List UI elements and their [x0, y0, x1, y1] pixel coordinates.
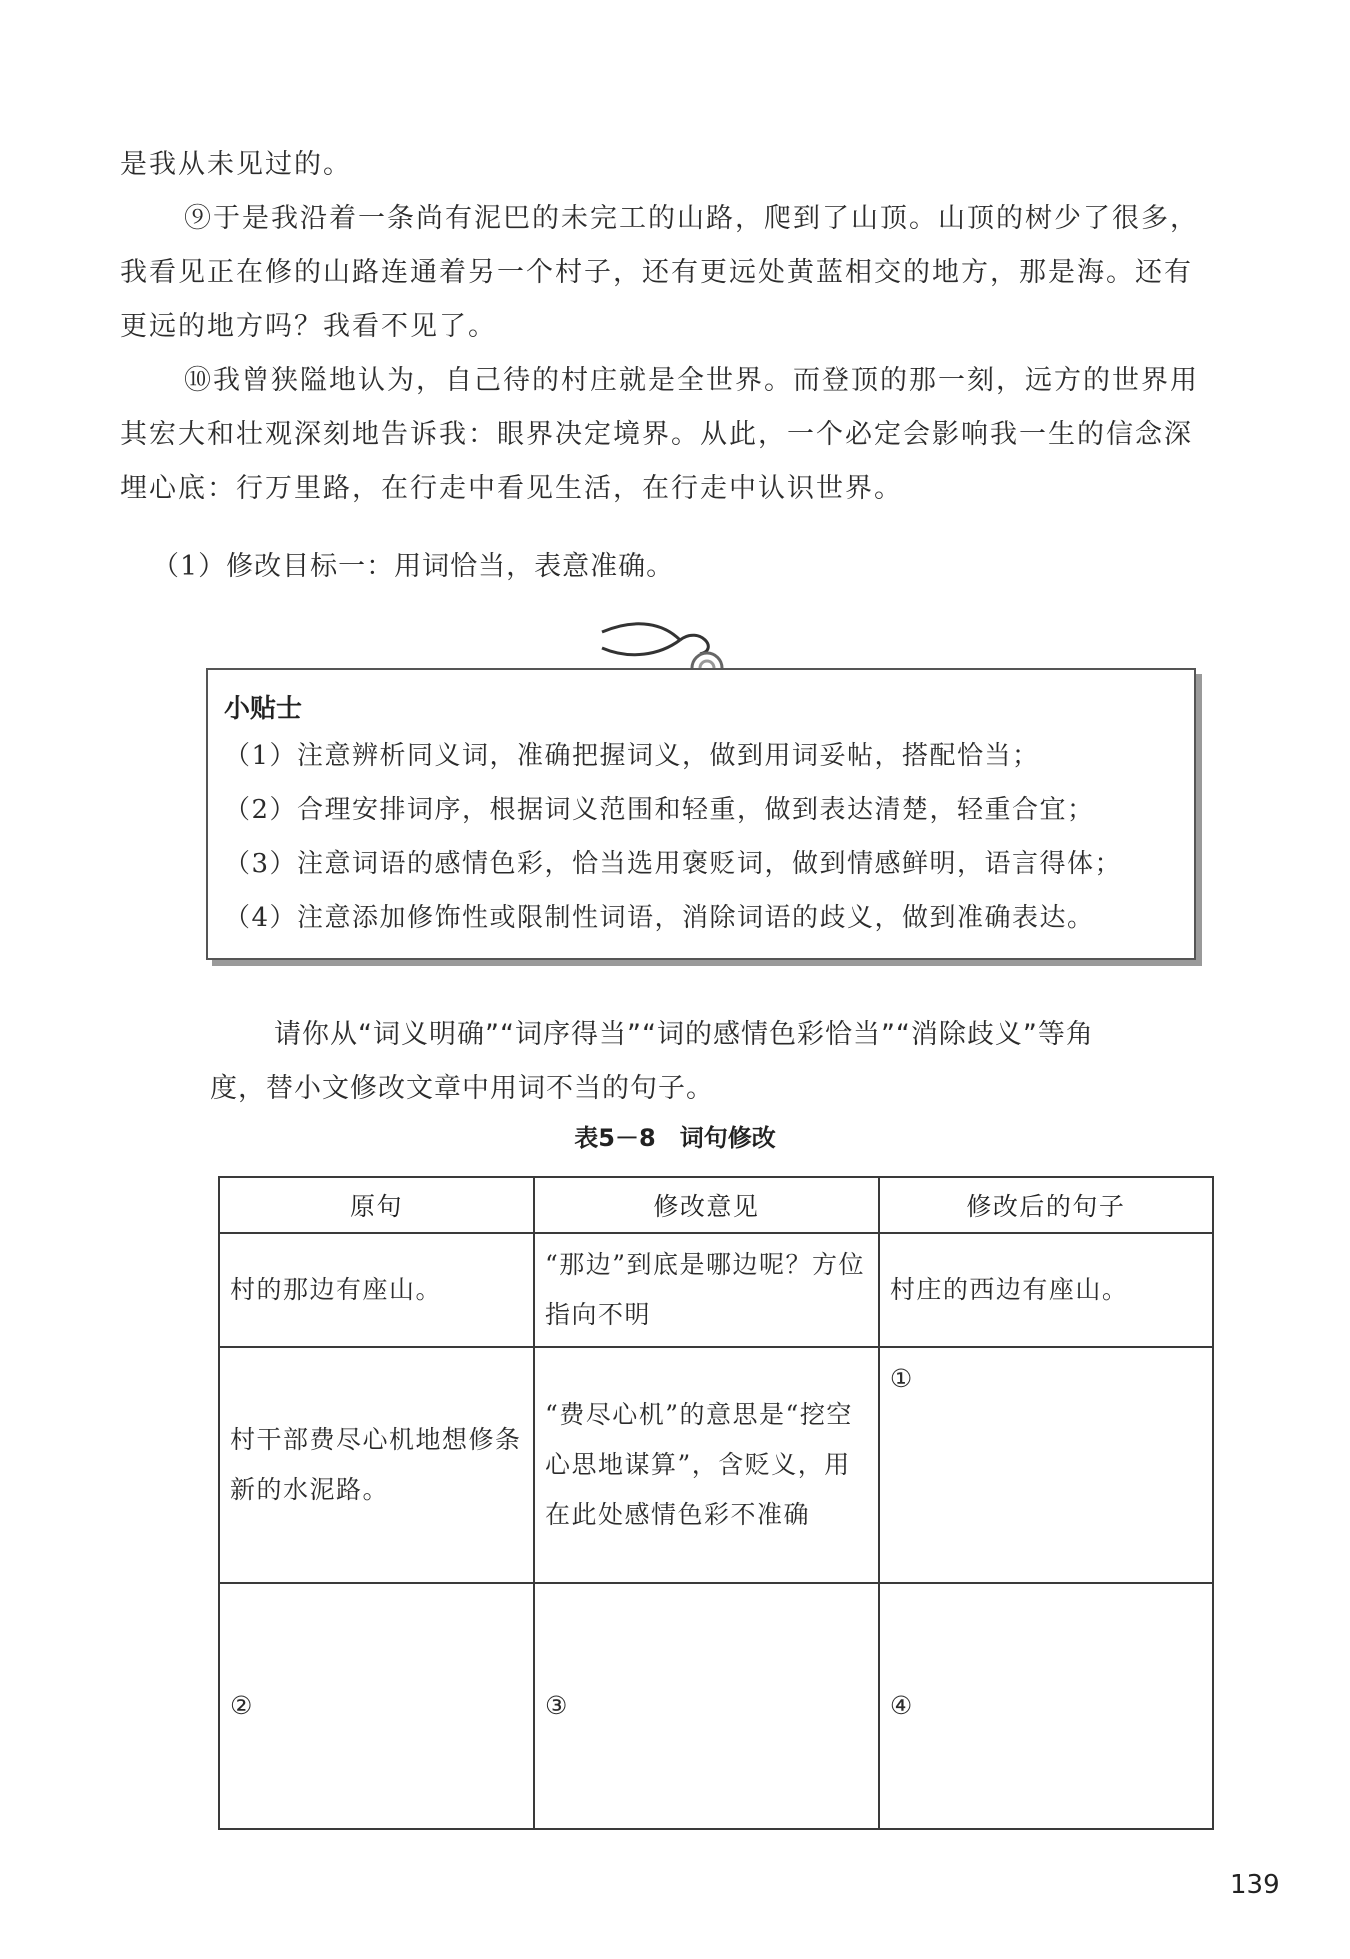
header-original: 原句 [219, 1177, 534, 1233]
answer-blank-4[interactable]: ④ [879, 1583, 1213, 1829]
header-revised: 修改后的句子 [879, 1177, 1213, 1233]
cell-suggestion: “费尽心机”的意思是“挖空心思地谋算”，含贬义，用在此处感情色彩不准确 [534, 1347, 879, 1583]
answer-blank-1[interactable]: ① [879, 1347, 1213, 1583]
paragraph-10: ⑩我曾狭隘地认为，自己待的村庄就是全世界。而登顶的那一刻，远方的世界用其宏大和壮观深刻地告诉我：眼界决定境界。从此，一个必定会影响我一生的信念深埋心底：行万里路，在行走中看见生活，在行走中认识世界。 [120, 365, 1199, 504]
revision-table [218, 1176, 1214, 1830]
instruction-line-2: 度，替小文修改文章中用词不当的句子。 [210, 1073, 714, 1104]
answer-blank-2[interactable]: ② [219, 1583, 534, 1829]
page-number: 139 [1230, 1870, 1280, 1900]
cell-original: 村的那边有座山。 [219, 1233, 534, 1347]
instruction [210, 1008, 1220, 1116]
table-row [219, 1583, 1213, 1829]
tips-box [206, 668, 1196, 960]
tips-item-4: （4）注意添加修饰性或限制性词语，消除词语的歧义，做到准确表达。 [224, 903, 1095, 933]
table-caption: 表5－8 词句修改 [574, 1124, 776, 1152]
paragraph-9: ⑨于是我沿着一条尚有泥巴的未完工的山路，爬到了山顶。山顶的树少了很多，我看见正在修的山路连通着另一个村子，还有更远处黄蓝相交的地方，那是海。还有更远的地方吗？我看不见了。 [120, 203, 1199, 342]
cell-suggestion: “那边”到底是哪边呢？方位指向不明 [534, 1233, 879, 1347]
tips-item-3: （3）注意词语的感情色彩，恰当选用褒贬词，做到情感鲜明，语言得体； [224, 849, 1123, 879]
answer-blank-3[interactable]: ③ [534, 1583, 879, 1829]
tips-title: 小贴士 [224, 694, 303, 724]
table-header-row [219, 1177, 1213, 1233]
table-row [219, 1347, 1213, 1583]
instruction-line-1: 请你从“词义明确”“词序得当”“词的感情色彩恰当”“消除歧义”等角 [274, 1019, 1094, 1050]
tips-item-2: （2）合理安排词序，根据词义范围和轻重，做到表达清楚，轻重合宜； [224, 795, 1095, 825]
task-goal-one: （1）修改目标一：用词恰当，表意准确。 [152, 551, 675, 582]
header-suggestion: 修改意见 [534, 1177, 879, 1233]
table-row [219, 1233, 1213, 1347]
cell-revised: 村庄的西边有座山。 [879, 1233, 1213, 1347]
paragraph-continued: 是我从未见过的。 [120, 149, 352, 180]
tips-item-1: （1）注意辨析同义词，准确把握词义，做到用词妥帖，搭配恰当； [224, 741, 1040, 771]
cell-original: 村干部费尽心机地想修条新的水泥路。 [219, 1347, 534, 1583]
